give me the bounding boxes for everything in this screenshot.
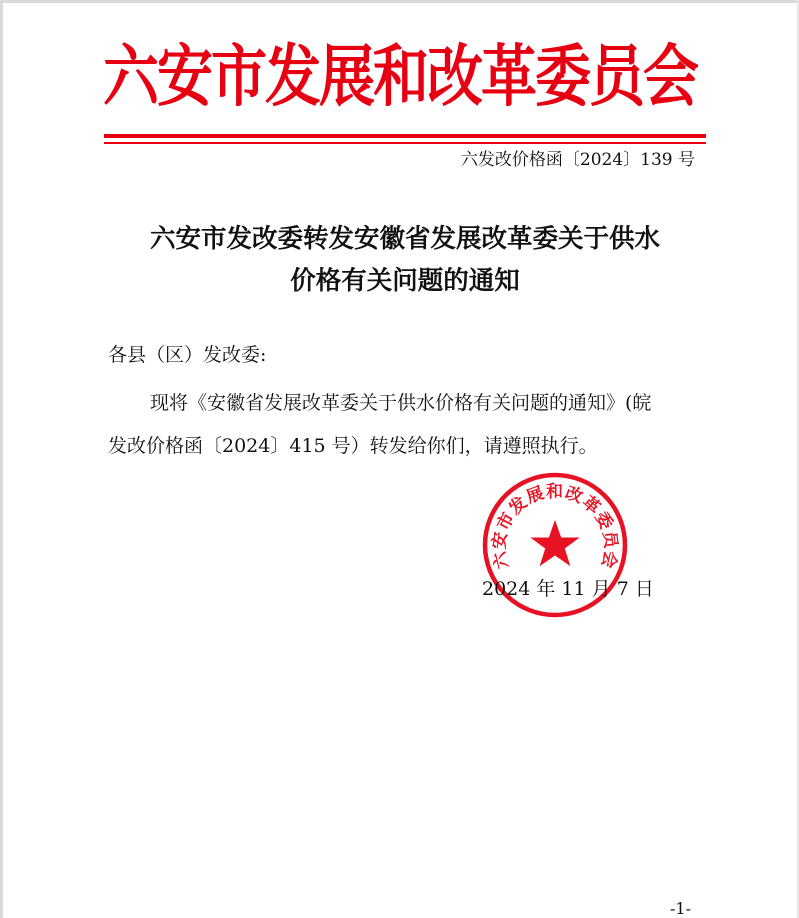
svg-text:六安市发展和改革委员会: 六安市发展和改革委员会 xyxy=(489,481,621,571)
header-divider-thick xyxy=(104,134,706,138)
body-paragraph-line-2: 发改价格函〔2024〕415 号）转发给你们，请遵照执行。 xyxy=(108,435,598,457)
document-title-line-2: 价格有关问题的通知 xyxy=(290,266,520,296)
document-title xyxy=(104,218,706,302)
document-number: 六发改价格函〔2024〕139 号 xyxy=(460,150,695,170)
header-divider-thin xyxy=(104,142,706,144)
page-border-top xyxy=(0,0,799,3)
issue-date: 2024 年 11 月 7 日 xyxy=(482,578,654,600)
document-title-line-1: 六安市发改委转发安徽省发展改革委关于供水 xyxy=(149,224,660,254)
body-paragraph xyxy=(108,382,700,468)
salutation: 各县（区）发改委: xyxy=(108,344,267,366)
body-paragraph-line-1: 现将《安徽省发展改革委关于供水价格有关问题的通知》(皖 xyxy=(150,392,652,414)
issuing-authority-title: 六安市发展和改革委员会 xyxy=(103,38,697,117)
seal-star-icon xyxy=(530,520,579,566)
page-border-left xyxy=(0,0,3,918)
page-number: -1- xyxy=(670,899,691,918)
